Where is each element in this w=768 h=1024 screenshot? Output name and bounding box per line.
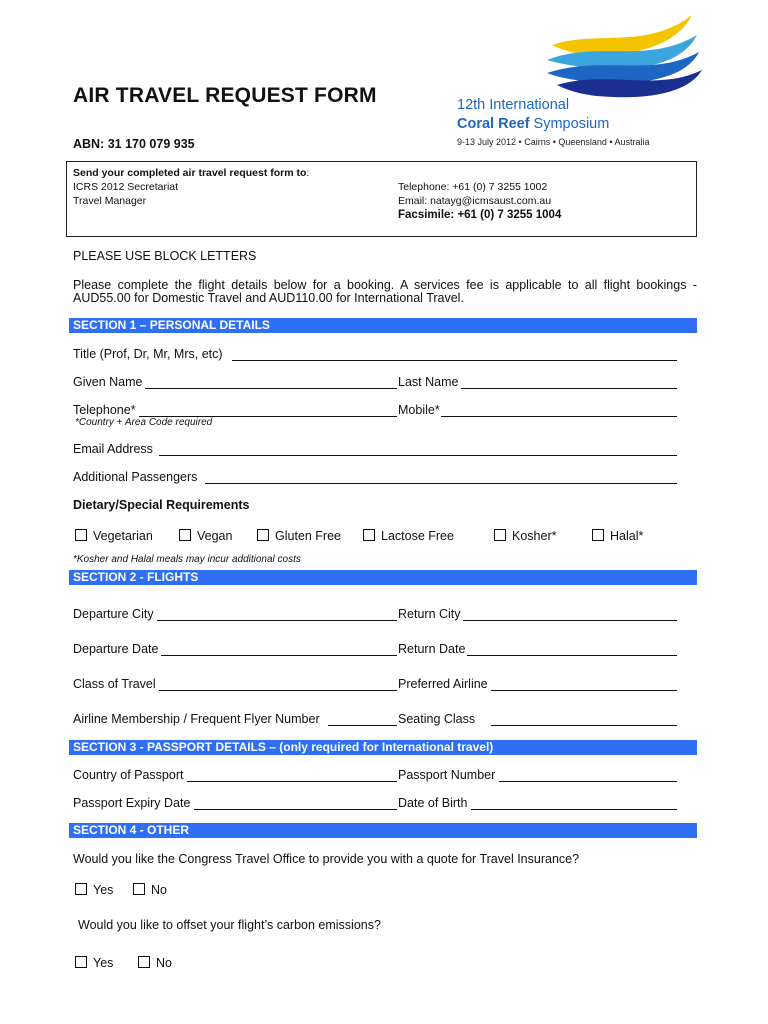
checkbox-icon[interactable] [592, 529, 604, 541]
airline-label: Preferred Airline [398, 677, 488, 691]
additional-passengers-label: Additional Passengers [73, 470, 198, 484]
departure-date-field[interactable] [161, 655, 397, 656]
send-email: Email: natayg@icmsaust.com.au [398, 195, 552, 207]
telephone-label: Telephone* [73, 403, 136, 417]
option-label: Yes [93, 956, 114, 970]
email-label: Email Address [73, 442, 153, 456]
checkbox-icon[interactable] [179, 529, 191, 541]
intro-line1: Please complete the flight details below for a booking. A services fee is applicable to all flight bookings - [73, 278, 697, 292]
option-label: Lactose Free [381, 529, 454, 543]
carbon-no[interactable] [138, 956, 172, 970]
send-to-box [66, 161, 697, 237]
departure-city-label: Departure City [73, 607, 154, 621]
class-label: Class of Travel [73, 677, 156, 691]
send-heading-text: Send your completed air travel request form to [73, 167, 307, 179]
option-label: No [156, 956, 172, 970]
given-name-label: Given Name [73, 375, 143, 389]
departure-city-field[interactable] [157, 620, 397, 621]
logo-symposium: Symposium [529, 116, 610, 132]
checkbox-icon[interactable] [133, 883, 145, 895]
option-label: Vegan [197, 529, 233, 543]
departure-date-label: Departure Date [73, 642, 159, 656]
send-telephone: Telephone: +61 (0) 7 3255 1002 [398, 181, 548, 193]
dietary-label: Dietary/Special Requirements [73, 498, 250, 512]
page-title: AIR TRAVEL REQUEST FORM [73, 84, 377, 107]
title-label: Title (Prof, Dr, Mr, Mrs, etc) [73, 347, 223, 361]
option-label: Yes [93, 883, 114, 897]
wave-logo-icon [447, 10, 707, 100]
checkbox-icon[interactable] [75, 883, 87, 895]
logo-coral-reef: Coral Reef [457, 116, 530, 132]
email-field[interactable] [159, 455, 677, 456]
option-label: Kosher* [512, 529, 557, 543]
passport-country-field[interactable] [187, 781, 397, 782]
membership-label: Airline Membership / Frequent Flyer Number [73, 712, 320, 726]
symposium-logo [447, 10, 707, 150]
passport-country-label: Country of Passport [73, 768, 184, 782]
title-field[interactable] [232, 360, 677, 361]
option-gluten-free[interactable] [257, 529, 341, 543]
seating-label: Seating Class [398, 712, 476, 726]
section2-header: SECTION 2 - FLIGHTS [69, 570, 697, 585]
send-org: ICRS 2012 Secretariat [73, 181, 179, 193]
option-label: Gluten Free [275, 529, 342, 543]
passport-number-label: Passport Number [398, 768, 496, 782]
section3-header: SECTION 3 - PASSPORT DETAILS – (only required for International travel) [69, 740, 697, 755]
checkbox-icon[interactable] [257, 529, 269, 541]
telephone-note: *Country + Area Code required [75, 417, 213, 428]
additional-passengers-field[interactable] [205, 483, 677, 484]
checkbox-icon[interactable] [138, 956, 150, 968]
insurance-question: Would you like the Congress Travel Office to provide you with a quote for Travel Insurance? [73, 852, 580, 866]
section1-header: SECTION 1 – PERSONAL DETAILS [69, 318, 697, 333]
logo-line2 [457, 116, 609, 132]
abn-text: ABN: 31 170 079 935 [73, 137, 195, 151]
logo-line1: 12th International [457, 97, 570, 113]
mobile-field[interactable] [441, 416, 677, 417]
section4-header: SECTION 4 - OTHER [69, 823, 697, 838]
logo-line3: 9-13 July 2012 • Cairns • Queensland • Australia [457, 137, 650, 147]
checkbox-icon[interactable] [75, 956, 87, 968]
checkbox-icon[interactable] [363, 529, 375, 541]
carbon-question: Would you like to offset your flight’s carbon emissions? [78, 918, 381, 932]
insurance-no[interactable] [133, 883, 167, 897]
checkbox-icon[interactable] [494, 529, 506, 541]
option-label: Vegetarian [93, 529, 153, 543]
last-name-field[interactable] [461, 388, 677, 389]
passport-expiry-field[interactable] [194, 809, 397, 810]
membership-field[interactable] [328, 725, 397, 726]
last-name-label: Last Name [398, 375, 459, 389]
given-name-field[interactable] [145, 388, 397, 389]
option-label: Halal* [610, 529, 644, 543]
option-kosher[interactable] [494, 529, 556, 543]
send-heading-colon: : [306, 167, 310, 179]
return-city-label: Return City [398, 607, 461, 621]
return-date-label: Return Date [398, 642, 466, 656]
option-label: No [151, 883, 167, 897]
class-field[interactable] [159, 690, 397, 691]
return-date-field[interactable] [467, 655, 677, 656]
send-heading [73, 167, 309, 179]
passport-expiry-label: Passport Expiry Date [73, 796, 191, 810]
send-role: Travel Manager [73, 195, 147, 207]
send-fax: Facsimile: +61 (0) 7 3255 1004 [398, 209, 562, 221]
airline-field[interactable] [491, 690, 677, 691]
block-letters-note: PLEASE USE BLOCK LETTERS [73, 249, 257, 263]
seating-field[interactable] [491, 725, 677, 726]
passport-number-field[interactable] [499, 781, 677, 782]
mobile-label: Mobile* [398, 403, 440, 417]
checkbox-icon[interactable] [75, 529, 87, 541]
insurance-yes[interactable] [75, 883, 113, 897]
dob-label: Date of Birth [398, 796, 468, 810]
option-lactose-free[interactable] [363, 529, 454, 543]
dob-field[interactable] [471, 809, 677, 810]
option-halal[interactable] [592, 529, 643, 543]
dietary-note: *Kosher and Halal meals may incur additional costs [73, 554, 301, 565]
carbon-yes[interactable] [75, 956, 113, 970]
return-city-field[interactable] [463, 620, 677, 621]
option-vegetarian[interactable] [75, 529, 153, 543]
intro-line2: AUD55.00 for Domestic Travel and AUD110.00 for International Travel. [73, 291, 464, 305]
option-vegan[interactable] [179, 529, 232, 543]
